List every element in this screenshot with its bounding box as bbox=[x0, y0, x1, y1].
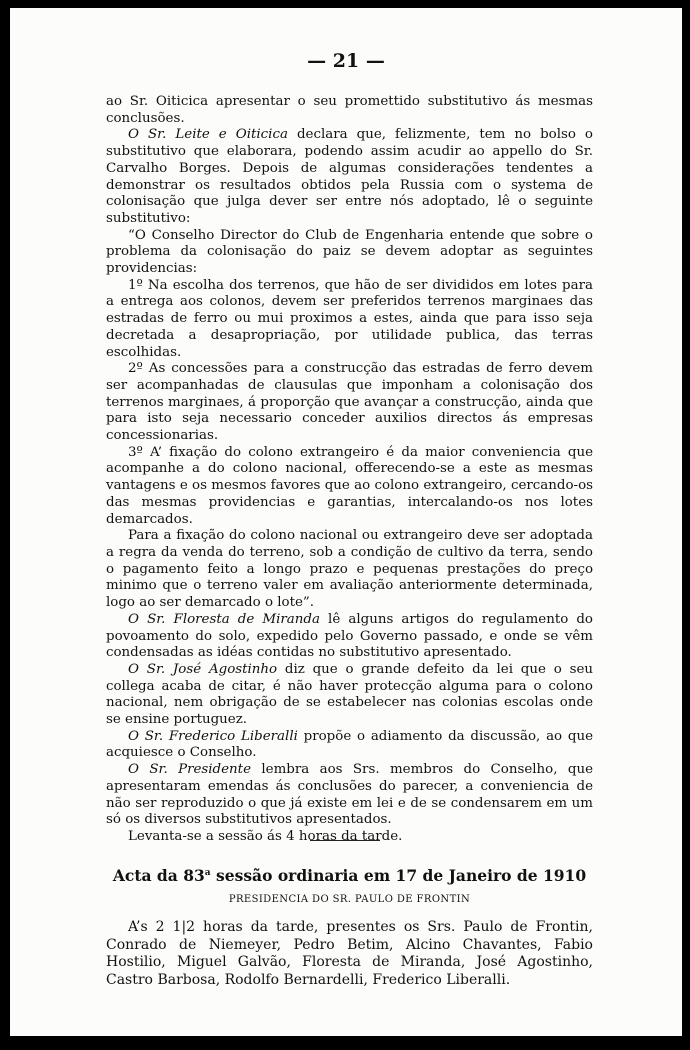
paragraph: “O Conselho Director do Club de Engenharia entende que sobre o problema da colonisação do paiz se devem adoptar as seguintes providencias: bbox=[106, 227, 593, 277]
paragraph bbox=[106, 127, 593, 227]
attendance-section bbox=[106, 919, 593, 989]
paragraph-text: lê alguns artigos do regulamento do povoamento do solo, expedido pelo Governo passado, e onde se vêm condensadas as idéas contidas no substitutivo apresentado. bbox=[106, 611, 593, 661]
paragraph: 1º Na escolha dos terrenos, que hão de ser divididos em lotes para a entrega aos colonos, devem ser preferidos terrenos marginaes das estradas de ferro ou mui proximos a estes, ainda que para isso seja decretada a desapropriação, por utilidade publica, das terras escolhidas. bbox=[106, 277, 593, 360]
attendance-paragraph: A’s 2 1|2 horas da tarde, presentes os Srs. Paulo de Frontin, Conrado de Niemeyer, Pedro Betim, Alcino Chavantes, Fabio Hostilio, Miguel Galvão, Floresta de Miranda, José Agostinho, Castro Barbosa, Rodolfo Bernardelli, Frederico Liberalli. bbox=[106, 919, 593, 988]
speaker-name: O Sr. Floresta de Miranda bbox=[128, 611, 320, 627]
speaker-name: O Sr. Frederico Liberalli bbox=[128, 728, 298, 744]
paragraph bbox=[106, 762, 593, 829]
acta-title-text: Acta da 83 bbox=[112, 866, 205, 885]
acta-title-text: sessão ordinaria em 17 de Janeiro de 1910 bbox=[210, 866, 587, 885]
ordinal-suffix: a bbox=[204, 867, 211, 878]
paragraph-text: declara que, felizmente, tem no bolso o substitutivo que elaborara, podendo assim acudir ao appello do Sr. Carvalho Borges. Depois de algumas considerações tendentes a demonstrar os resultados obtidos pela Russia com o systema de colonisação que julga dever ser entre nós adoptado, lê o seguinte substitutivo: bbox=[106, 127, 593, 226]
paragraph: Para a fixação do colono nacional ou extrangeiro deve ser adoptada a regra da venda do terreno, sob a condição de cultivo da terra, sendo o pagamento feito a longo prazo e pequenas prestações do preço minimo que o terreno valer em avaliação anteriormente determinada, logo ao ser demarcado o lote”. bbox=[106, 528, 593, 611]
paragraph bbox=[106, 612, 593, 662]
paragraph-text: diz que o grande defeito da lei que o seu collega acaba de citar, é não haver protecção alguma para o colono nacional, nem obrigação de se estabelecer nas colonias escolas onde se ensine portuguez. bbox=[106, 661, 594, 728]
speaker-name: O Sr. Presidente bbox=[128, 762, 251, 778]
speaker-name: O Sr. José Agostinho bbox=[128, 661, 278, 677]
minutes-body bbox=[106, 94, 593, 846]
paragraph: Levanta-se a sessão ás 4 horas da tarde. bbox=[128, 828, 403, 844]
paragraph: 2º As concessões para a construcção das estradas de ferro devem ser acompanhadas de clausulas que imponham a colonisação dos terrenos marginaes, á proporção que avançar a construcção, ainda que para isto seja necessario conceder auxilios directos ás empresas concessionarias. bbox=[106, 361, 593, 444]
speaker-name: O Sr. Leite e Oiticica bbox=[128, 127, 288, 143]
paragraph bbox=[106, 729, 593, 762]
paragraph-text: propõe o adiamento da discussão, ao que acquiesce o Conselho. bbox=[106, 728, 594, 761]
document-page bbox=[10, 8, 682, 1036]
paragraph: ao Sr. Oiticica apresentar o seu promettido substitutivo ás mesmas conclusões. bbox=[106, 94, 593, 126]
paragraph-text: lembra aos Srs. membros do Conselho, que apresentaram emendas ás conclusões do parecer, a conveniencia de não ser reproduzido o que já existe em lei e de se condensarem em um só os diversos substitutivos apresentados. bbox=[106, 762, 593, 828]
acta-heading bbox=[106, 866, 593, 885]
paragraph bbox=[106, 662, 593, 729]
presidency-line: PRESIDENCIA DO SR. PAULO DE FRONTIN bbox=[228, 894, 471, 905]
paragraph: 3º A’ fixação do colono extrangeiro é da maior conveniencia que acompanhe a do colono nacional, offerecendo-se a este as mesmas vantagens e os mesmos favores que ao colono extrangeiro, cercando-os das mesmas providencias e garantias, intercalando-os nos lotes demarcados. bbox=[106, 444, 593, 527]
page-number: — 21 — bbox=[307, 50, 385, 72]
section-divider bbox=[310, 840, 380, 841]
